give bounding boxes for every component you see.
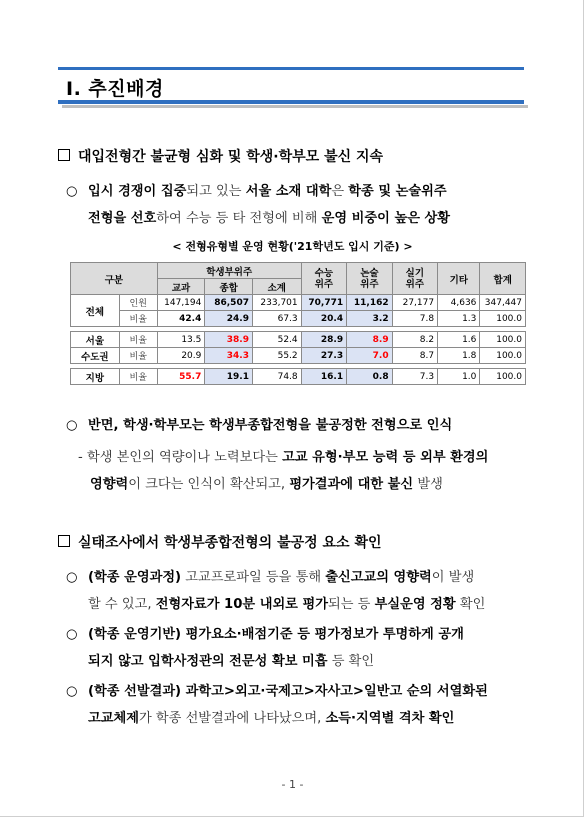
table-cell: 3.2	[347, 311, 392, 327]
text: 등 확인	[327, 654, 375, 669]
header-subtotal: 소계	[252, 279, 301, 295]
header-suneung: 수능 위주	[301, 263, 346, 295]
table-cell: 55.2	[252, 348, 301, 364]
table-cell: 7.3	[392, 369, 437, 385]
table-row	[71, 295, 526, 311]
section1-title: 대입전형간 불균형 심화 및 학생·학부모 불신 지속	[78, 149, 384, 165]
circle-bullet-icon: ○	[66, 570, 78, 585]
table-cell: 27,177	[392, 295, 437, 311]
table-cell: 24.9	[205, 311, 253, 327]
table-cell: 70,771	[301, 295, 346, 311]
table-cell: 13.5	[157, 332, 205, 348]
table-cell: 20.9	[157, 348, 205, 364]
table-cell: 20.4	[301, 311, 346, 327]
table-row	[71, 332, 526, 348]
table-cell: 1.6	[438, 332, 480, 348]
table-cell: 19.1	[205, 369, 253, 385]
text-bold: 평가요소·배점기준 등 평가정보가 투명하게 공개	[181, 627, 464, 642]
text-bold: (학종 운영과정)	[88, 570, 182, 585]
table-cell: 86,507	[205, 295, 253, 311]
text-bold: (학종 운영기반)	[88, 627, 182, 642]
text: 고교프로파일 등을 통해	[181, 570, 326, 585]
header-total: 합계	[480, 263, 526, 295]
text: 은	[331, 184, 349, 199]
table-cell: 147,194	[157, 295, 205, 311]
text-bold: 고교 유형·부모 능력 등 외부 환경의	[282, 450, 489, 465]
table-cell: 16.1	[301, 369, 346, 385]
row-sublabel: 비율	[119, 311, 157, 327]
text: 되고 있는	[186, 184, 246, 199]
table-cell: 38.9	[205, 332, 253, 348]
text-bold: 평가결과에 대한 불신	[289, 477, 414, 492]
section1-title-row	[58, 146, 383, 166]
circle-bullet-icon: ○	[66, 184, 78, 199]
text-bold: 반면, 학생·학부모는 학생부종합전형을 불공정한 전형으로 인식	[88, 418, 453, 433]
table-cell: 8.7	[392, 348, 437, 364]
table-cell: 233,701	[252, 295, 301, 311]
section1-paragraph3	[78, 444, 488, 498]
row-sublabel: 비율	[119, 369, 157, 385]
text-bold: 소득·지역별 격차 확인	[325, 711, 455, 726]
text-bold: 전형자료가 10분 내외로 평가	[155, 597, 328, 612]
table-caption: < 전형유형별 운영 현황('21학년도 입시 기준) >	[172, 240, 413, 253]
header-subject: 교과	[157, 279, 205, 295]
text: 는	[265, 450, 283, 465]
table-cell: 347,447	[480, 295, 526, 311]
table-cell: 8.2	[392, 332, 437, 348]
text-bold: 영향력	[90, 477, 129, 492]
text-bold: 운영 비중이 높은 상황	[321, 211, 451, 226]
text: - 학생 본인의 역량이나 노력보다	[78, 450, 266, 465]
table-cell: 28.9	[301, 332, 346, 348]
table-row	[71, 311, 526, 327]
heading-bottom-rule	[58, 100, 524, 104]
row-sublabel: 인원	[119, 295, 157, 311]
header-student-record: 학생부위주	[157, 263, 301, 279]
table-cell: 7.8	[392, 311, 437, 327]
circle-bullet-icon: ○	[66, 627, 78, 642]
table-cell: 100.0	[480, 369, 526, 385]
row-label-seoul: 서울	[71, 332, 120, 348]
table-cell: 8.9	[347, 332, 392, 348]
text: 확인	[455, 597, 486, 612]
section2-bullet1	[66, 564, 485, 618]
section1-paragraph1	[66, 178, 450, 232]
section1-paragraph2	[66, 412, 452, 439]
text-bold: 입시 경쟁이 집중	[88, 184, 187, 199]
row-sublabel: 비율	[119, 332, 157, 348]
text: 하여 수능 등 타 전형에 비해	[156, 211, 322, 226]
table-cell: 100.0	[480, 348, 526, 364]
heading-shadow	[62, 105, 528, 108]
table-cell: 100.0	[480, 332, 526, 348]
table-cell: 67.3	[252, 311, 301, 327]
text: 이 발생	[431, 570, 475, 585]
table-cell: 1.3	[438, 311, 480, 327]
table-cell: 11,162	[347, 295, 392, 311]
table-row	[71, 348, 526, 364]
section2-bullet3	[66, 678, 488, 732]
table-cell: 7.0	[347, 348, 392, 364]
text-bold: (학종 선발결과)	[88, 684, 182, 699]
text: 가 학종 선발결과에 나타났으며,	[138, 711, 326, 726]
table-cell: 1.8	[438, 348, 480, 364]
text-bold: 되지 않고 입학사정관의 전문성 확보 미흡	[88, 654, 328, 669]
table-cell: 1.0	[438, 369, 480, 385]
table-cell: 74.8	[252, 369, 301, 385]
table-row	[71, 369, 526, 385]
section-heading	[58, 67, 524, 103]
header-comprehensive: 종합	[205, 279, 253, 295]
page-number: - 1 -	[281, 778, 304, 791]
circle-bullet-icon: ○	[66, 418, 78, 433]
row-label-metro: 수도권	[71, 348, 120, 364]
table-cell: 100.0	[480, 311, 526, 327]
section2-bullet2	[66, 621, 464, 675]
row-label-local: 지방	[71, 369, 120, 385]
header-practical: 실기 위주	[392, 263, 437, 295]
text-bold: 전형을 선호	[88, 211, 157, 226]
section2-title: 실태조사에서 학생부종합전형의 불공정 요소 확인	[78, 535, 382, 551]
heading-top-rule	[58, 67, 524, 70]
admission-type-table	[70, 262, 526, 385]
header-essay: 논술 위주	[347, 263, 392, 295]
section2-title-row	[58, 532, 382, 552]
header-group: 구분	[71, 263, 158, 295]
checkbox-square-icon	[58, 535, 70, 547]
table-cell: 55.7	[157, 369, 205, 385]
text-bold: 학종 및 논술위주	[348, 184, 447, 199]
text-bold: 과학고>외고·국제고>자사고>일반고 순의 서열화된	[181, 684, 488, 699]
header-other: 기타	[438, 263, 480, 295]
text-bold: 고교체제	[88, 711, 139, 726]
table-cell: 34.3	[205, 348, 253, 364]
text-bold: 서울 소재 대학	[245, 184, 332, 199]
text: 이 크다는 인식이 확산되고,	[128, 477, 290, 492]
text: 되는 등	[328, 597, 375, 612]
table-cell: 42.4	[157, 311, 205, 327]
table-cell: 52.4	[252, 332, 301, 348]
table-cell: 27.3	[301, 348, 346, 364]
heading-title: Ⅰ. 추진배경	[66, 78, 164, 100]
row-sublabel: 비율	[119, 348, 157, 364]
text: 발생	[413, 477, 443, 492]
text: 할 수 있고,	[88, 597, 156, 612]
text-bold: 출신고교의 영향력	[325, 570, 432, 585]
checkbox-square-icon	[58, 149, 70, 161]
table-cell: 4,636	[438, 295, 480, 311]
row-label-all: 전체	[71, 295, 120, 327]
text-bold: 부실운영 정황	[374, 597, 456, 612]
table-cell: 0.8	[347, 369, 392, 385]
circle-bullet-icon: ○	[66, 684, 78, 699]
